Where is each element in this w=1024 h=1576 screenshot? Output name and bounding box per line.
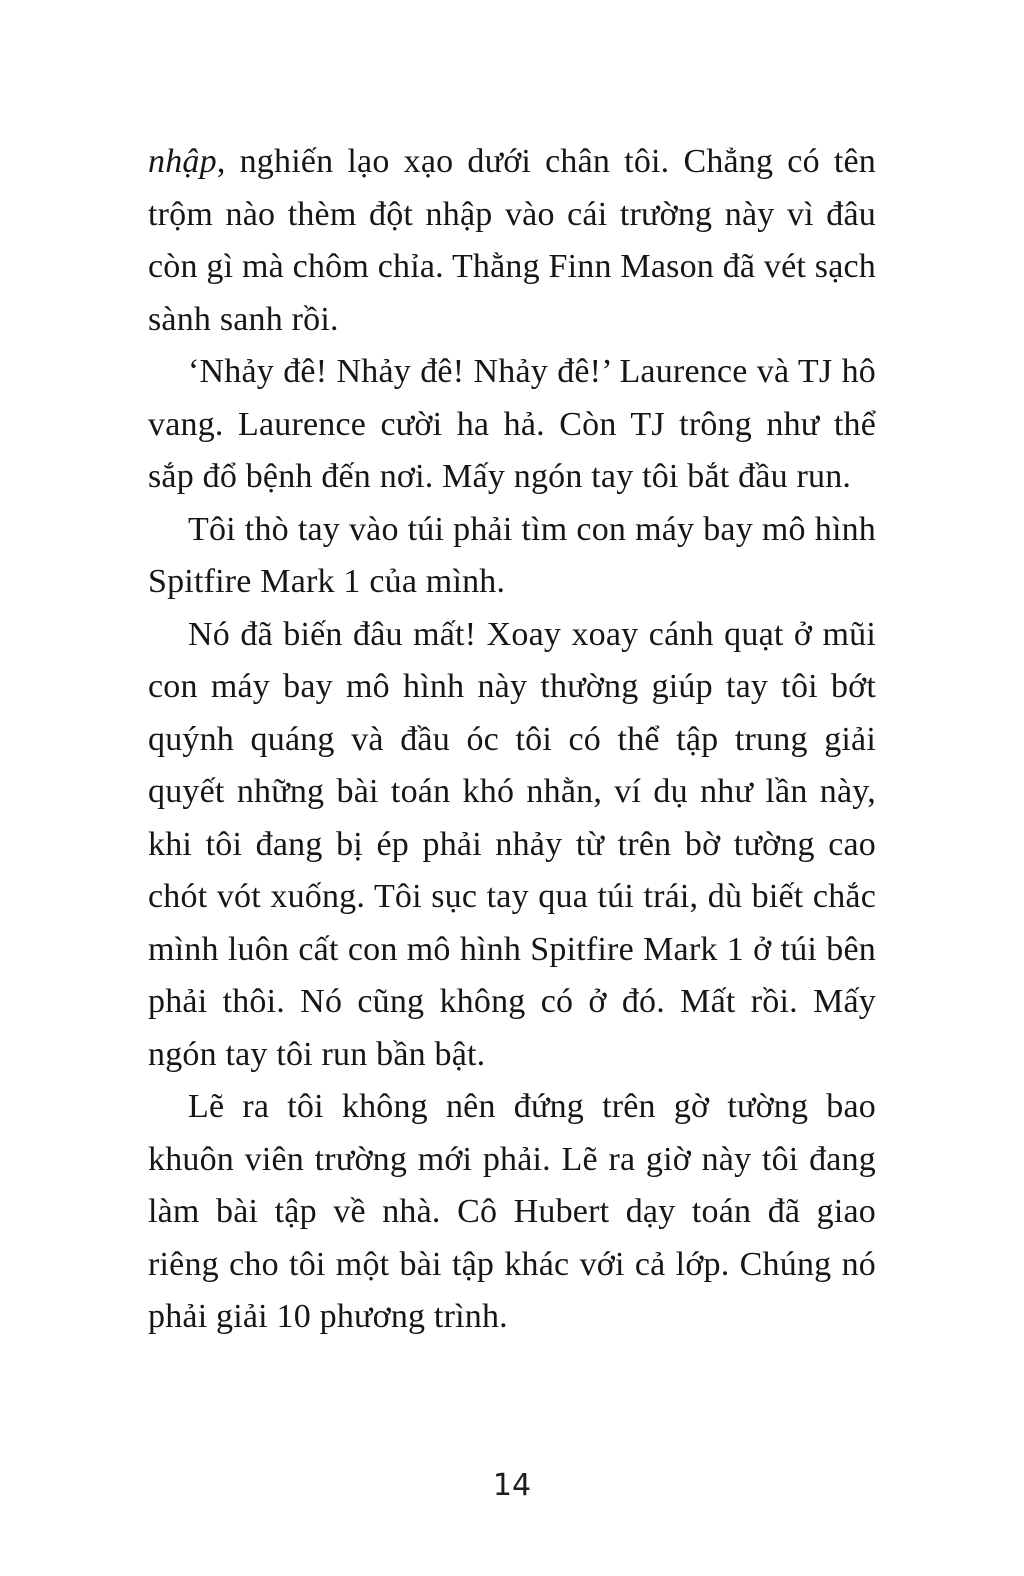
body-text: , nghiến lạo xạo dưới chân tôi. Chẳng có tên trộm nào thèm đột nhập vào cái trường này vì đâu còn gì mà chôm chỉa. Thằng Finn Mason đã vét sạch sành sanh rồi. <box>148 143 876 338</box>
body-text: Tôi thò tay vào túi phải tìm con máy bay mô hình Spitfire Mark 1 của mình. <box>148 510 876 600</box>
italic-text: nhập <box>148 143 217 180</box>
paragraph <box>148 504 876 609</box>
page-number: 14 <box>492 1468 532 1503</box>
paragraph <box>148 609 876 1082</box>
paragraph <box>148 346 876 504</box>
paragraph <box>148 136 876 346</box>
body-text: Nó đã biến đâu mất! Xoay xoay cánh quạt ở mũi con máy bay mô hình này thường giúp tay tôi bớt quýnh quáng và đầu óc tôi có thể tập trung giải quyết những bài toán khó nhằn, ví dụ như lần này, khi tôi đang bị ép phải nhảy từ trên bờ tường cao chót vót xuống. Tôi sục tay qua túi trái, dù biết chắc mình luôn cất con mô hình Spitfire Mark 1 ở túi bên phải thôi. Nó cũng không có ở đó. Mất rồi. Mấy ngón tay tôi run bần bật. <box>148 615 876 1073</box>
paragraph <box>148 1081 876 1344</box>
page-text <box>148 136 876 1344</box>
body-text: ‘Nhảy đê! Nhảy đê! Nhảy đê!’ Laurence và TJ hô vang. Laurence cười ha hả. Còn TJ trông như thể sắp đổ bệnh đến nơi. Mấy ngón tay tôi bắt đầu run. <box>148 353 876 495</box>
body-text: Lẽ ra tôi không nên đứng trên gờ tường bao khuôn viên trường mới phải. Lẽ ra giờ này tôi đang làm bài tập về nhà. Cô Hubert dạy toán đã giao riêng cho tôi một bài tập khác với cả lớp. Chúng nó phải giải 10 phương trình. <box>148 1088 876 1335</box>
